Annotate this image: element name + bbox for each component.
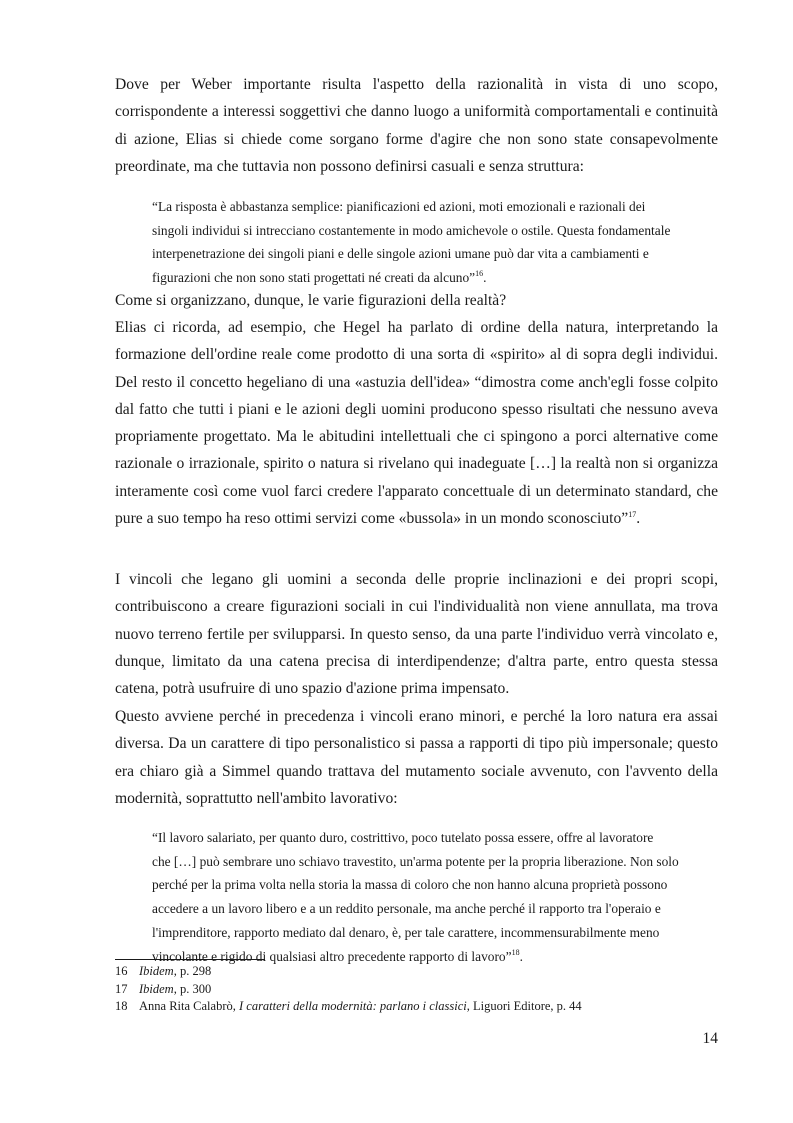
footnote-ref-16[interactable]: 16	[475, 269, 484, 279]
footnote-number: 18	[115, 999, 128, 1013]
footnote-title: Ibidem	[139, 964, 174, 978]
footnote-author: Anna Rita Calabrò,	[139, 999, 239, 1013]
paragraph-end-punct: .	[636, 510, 641, 528]
quote-line: “Il lavoro salariato, per quanto duro, costrittivo, poco tutelato possa essere, offre al lavoratore	[152, 830, 654, 845]
quote-line: “La risposta è abbastanza semplice: pianificazioni ed azioni, moti emozionali e razionali dei	[152, 199, 646, 214]
paragraph-text: Elias ci ricorda, ad esempio, che Hegel ha parlato di ordine della natura, interpretando la formazione dell'ordine reale come prodotto di una sorta di «spirito» al di sopra degli individui. Del resto il concetto hegeliano di una «astuzia dell'idea» “dimostra come anch'egli fosse colpito dal fatto che tutti i piani e le azioni degli uomini producono spesso risultati che nessuno aveva propriamente progettato. Ma le abitudini intellettuali che ci spingono a porci alternative come razionale o irrazionale, spirito o natura si rivelano qui inadeguate […] la realtà non si organizza interamente così come vuol farci credere l'apparato concettuale di un determinato standard, che pure a suo tempo ha reso ottimi servizi come «bussola» in un mondo sconosciuto”	[115, 319, 718, 528]
quote-line: che […] può sembrare uno schiavo travestito, un'arma potente per la propria liberazione. Non solo	[152, 853, 679, 869]
footnote-18	[115, 998, 718, 1016]
paragraph-vincoli	[115, 566, 718, 702]
footnote-number: 17	[115, 981, 128, 996]
footnote-title: Ibidem	[139, 981, 174, 996]
paragraph-text: I vincoli che legano gli uomini a seconda delle proprie inclinazioni e dei propri scopi, contribuiscono a creare figurazioni sociali in cui l'individualità non viene annullata, ma trova nuovo terreno fertile per svilupparsi. In questo senso, da una parte l'individuo verrà vincolato e, dunque, limitato da una catena precisa di interdipendenze; d'altra parte, entro questa stessa catena, potrà usufruire di uno spazio d'azione prima impensato.	[115, 571, 718, 698]
footnote-ref-17[interactable]: 17	[628, 510, 637, 520]
footnote-16	[115, 963, 718, 981]
quote-line: interpenetrazione dei singoli piani e delle singole azioni umane può dar vita a cambiamenti e	[152, 246, 649, 262]
paragraph-hegel	[115, 314, 718, 532]
footnote-ref-18[interactable]: 18	[511, 947, 520, 957]
footnote-number: 16	[115, 964, 128, 978]
paragraph-text: Come si organizzano, dunque, le varie figurazioni della realtà?	[115, 292, 507, 309]
footnote-17	[115, 981, 718, 999]
quote-line-text: figurazioni che non sono stati progettati né creati da alcuno”	[152, 270, 476, 286]
block-quote-elias	[141, 195, 691, 290]
quote-line: perché per la prima volta nella storia la massa di coloro che non hanno alcuna proprietà possono	[152, 877, 668, 893]
quote-line: singoli individui si intrecciano costantemente in modo amichevole o ostile. Questa fondamentale	[152, 222, 671, 238]
footnote-rest: , p. 300	[173, 981, 212, 996]
footnote-rest: , Liguori Editore, p. 44	[466, 999, 582, 1013]
quote-end-punct: .	[483, 270, 487, 286]
footnote-title: I caratteri della modernità: parlano i classici	[238, 999, 467, 1013]
quote-line-text: vincolante e rigido di qualsiasi altro precedente rapporto di lavoro”	[152, 948, 512, 964]
paragraph-question	[115, 287, 718, 314]
quote-end-punct: .	[519, 948, 523, 964]
paragraph-simmel	[115, 703, 718, 812]
paragraph-text: Dove per Weber importante risulta l'aspetto della razionalità in vista di uno scopo, corrispondente a interessi soggettivi che danno luogo a uniformità comportamentali e continuità di azione, Elias si chiede come sorgano forme d'agire che non sono state consapevolmente preordinate, ma che tuttavia non possono definirsi casuali e senza struttura:	[115, 76, 718, 175]
footnote-rest: , p. 298	[173, 964, 212, 978]
footnote-divider	[115, 959, 265, 960]
paragraph-text: Questo avviene perché in precedenza i vincoli erano minori, e perché la loro natura era assai diversa. Da un carattere di tipo personalistico si passa a rapporti di tipo più impersonale; questo era chiaro già a Simmel quando trattava del mutamento sociale avvenuto, con l'avvento della modernità, soprattutto nell'ambito lavorativo:	[115, 708, 718, 807]
footnotes	[115, 963, 718, 1016]
quote-line: accedere a un lavoro libero e a un reddito personale, ma anche perché il rapporto tra l'operaio e	[152, 901, 661, 917]
block-quote-simmel	[141, 826, 691, 968]
quote-line: l'imprenditore, rapporto mediato dal denaro, è, per tale carattere, incommensurabilmente meno	[152, 924, 660, 940]
paragraph-weber-elias	[115, 71, 718, 180]
page-number: 14	[702, 1030, 718, 1047]
